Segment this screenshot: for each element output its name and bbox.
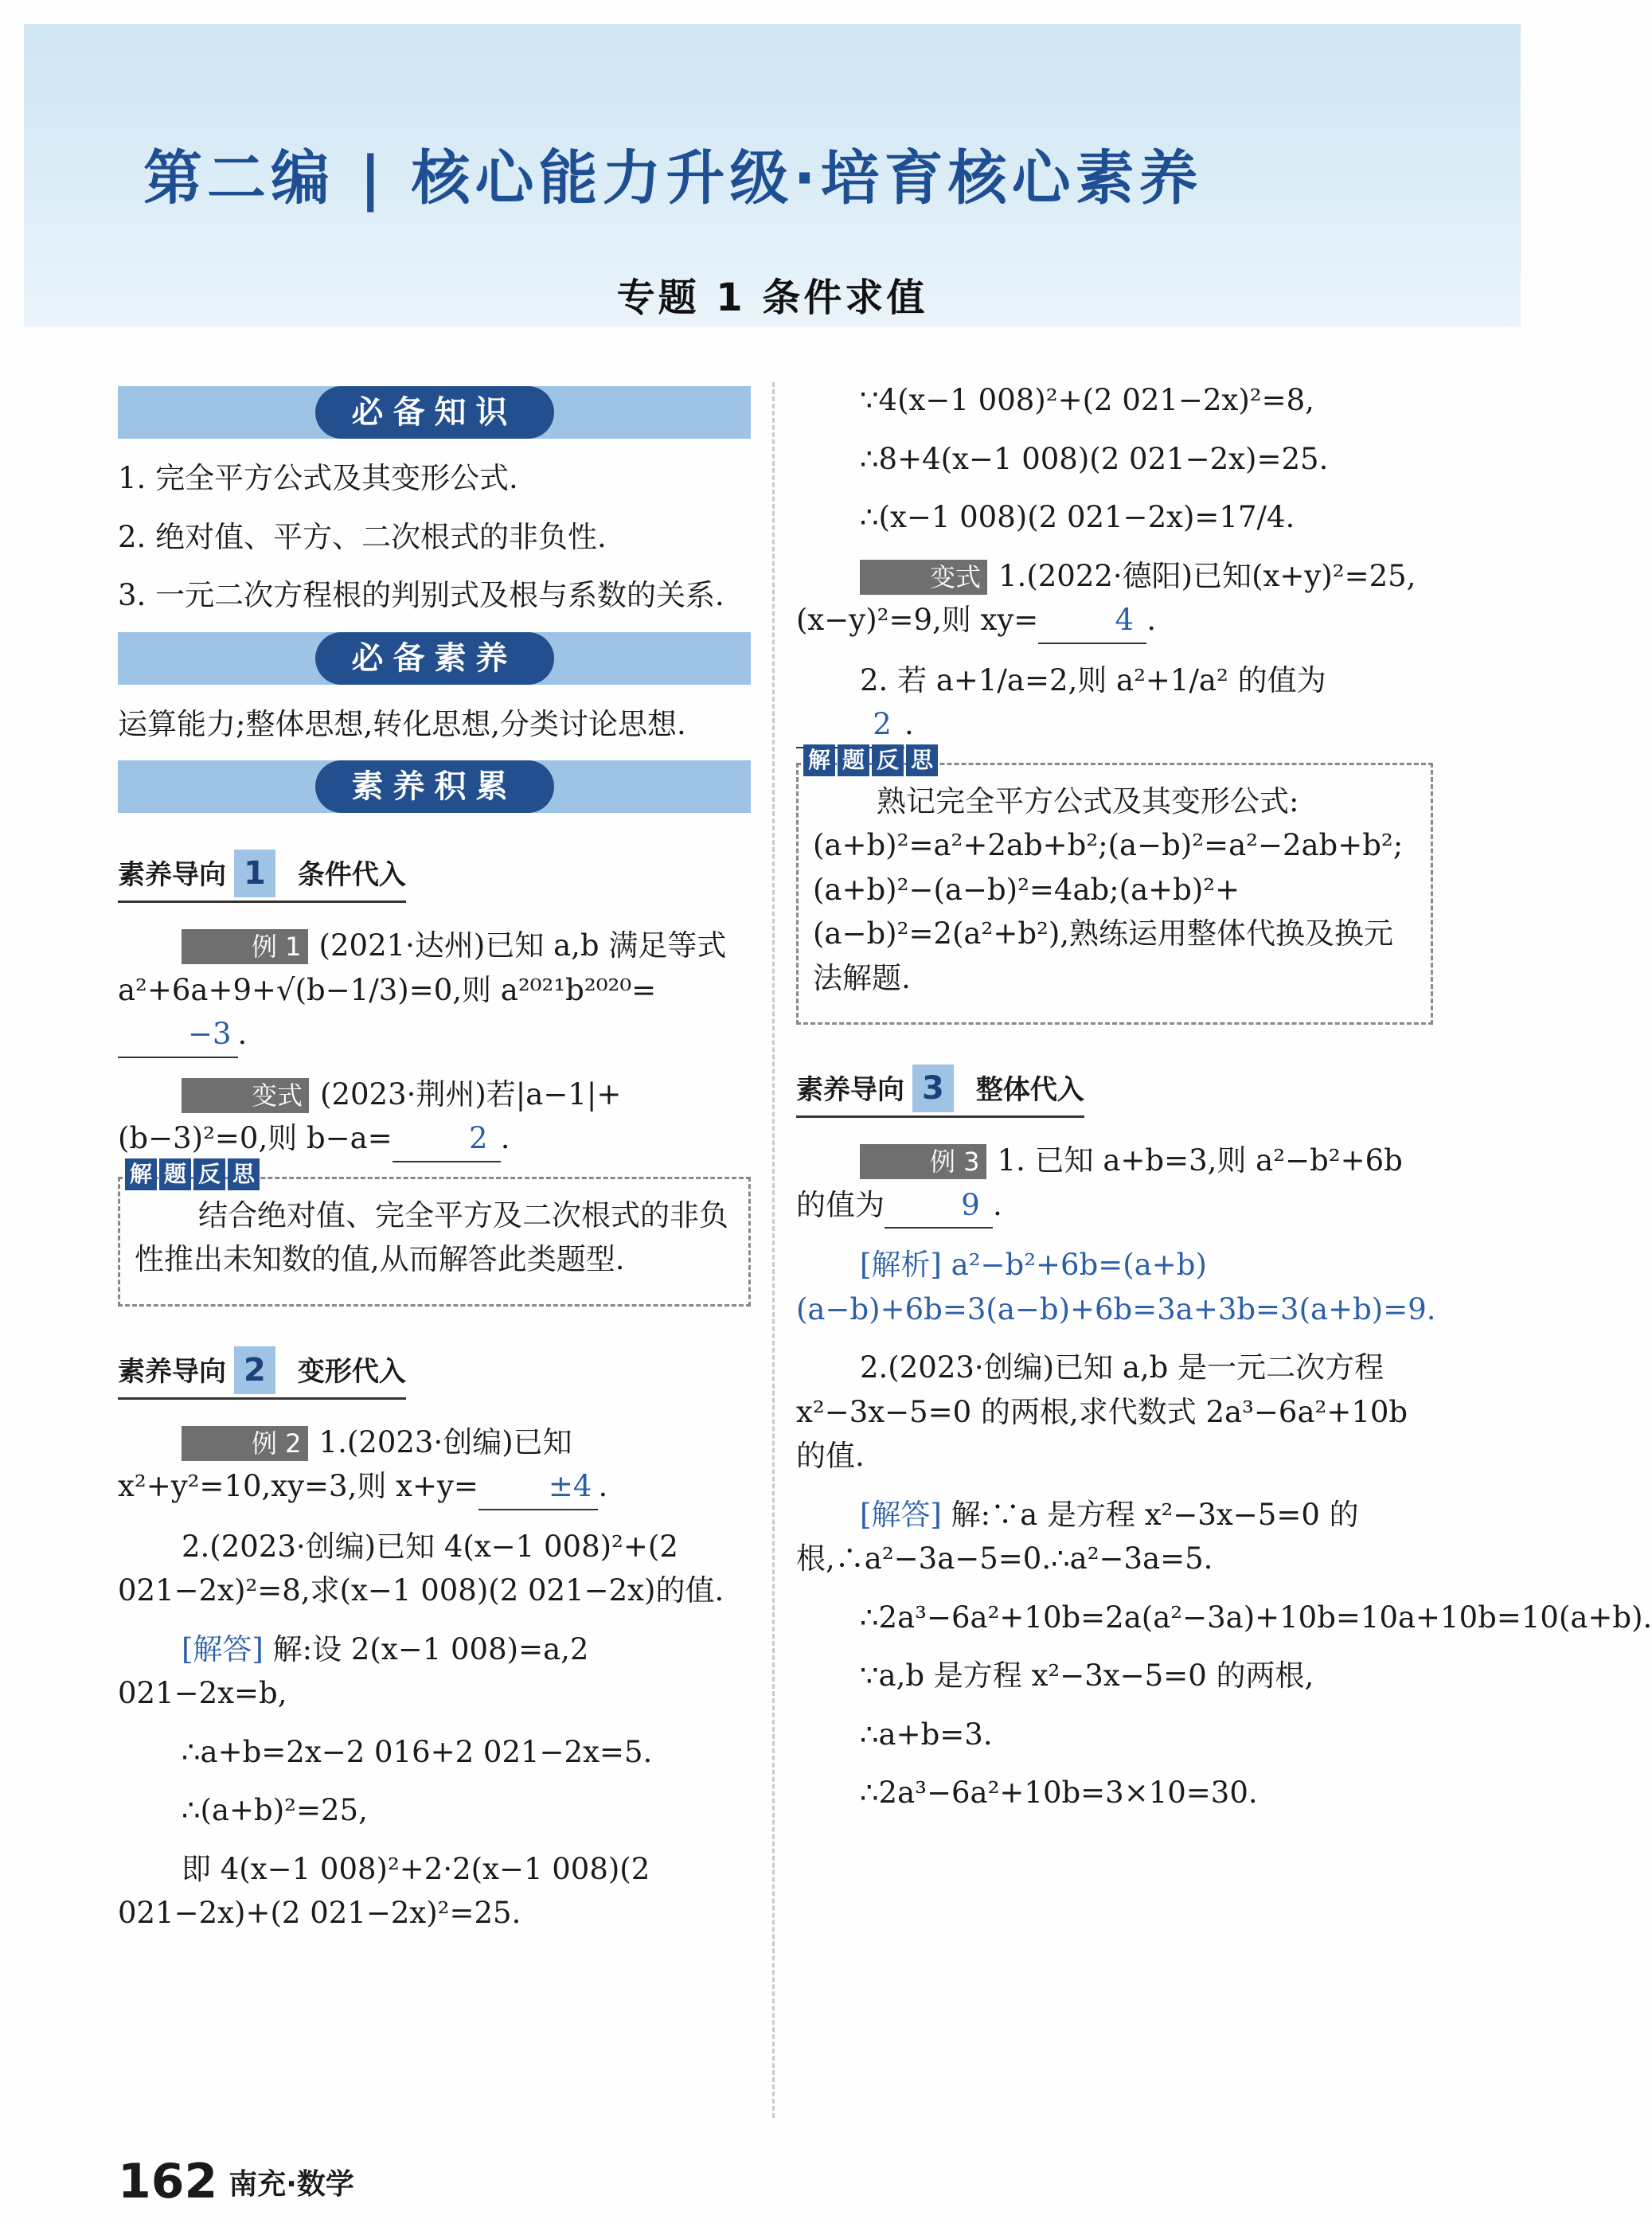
example-3-q1: 例 3 1. 已知 a+b=3,则 a²−b²+6b 的值为 9 . — [796, 1139, 1433, 1229]
solution-line: ∴2a³−6a²+10b=2a(a²−3a)+10b=10a+10b=10(a+b). — [860, 1600, 1652, 1635]
page-header — [24, 24, 1521, 326]
reflection-tag: 解 题 反 思 — [803, 744, 938, 776]
page-footer — [118, 2154, 354, 2209]
reflection-tag: 解 题 反 思 — [125, 1158, 260, 1190]
example-3-solution: [解答] 解:∵a 是方程 x²−3x−5=0 的根,∴a²−3a−5=0.∴a²−3a=5. — [796, 1497, 1359, 1576]
variant-1: 变式 (2023·荆州)若|a−1|+(b−3)²=0,则 b−a= 2 . — [118, 1072, 751, 1162]
answer-blank: −3 — [118, 1012, 238, 1058]
section-banner-accumulation: 素养积累 — [118, 760, 751, 813]
reflection-box: 解 题 反 思 熟记完全平方公式及其变形公式:(a+b)²=a²+2ab+b²;(a−b)²=a²−2ab+b²;(a+b)²−(a−b)²=4ab;(a+b)²+(a−b)²=2(a²+b²),熟练运用整体代换及换元法解题. — [796, 763, 1433, 1026]
example-2-q1: 例 2 1.(2023·创编)已知 x²+y²=10,xy=3,则 x+y= ±4 . — [118, 1420, 751, 1510]
solution-line: ∴2a³−6a²+10b=3×10=30. — [860, 1776, 1258, 1810]
example-3-analysis: [解析] a²−b²+6b=(a+b)(a−b)+6b=3(a−b)+6b=3a+3b=3(a+b)=9. — [796, 1248, 1436, 1326]
solution-line: ∵a,b 是方程 x²−3x−5=0 的两根, — [860, 1658, 1314, 1693]
example-3-q2: 2.(2023·创编)已知 a,b 是一元二次方程 x²−3x−5=0 的两根,求代数式 2a³−6a²+10b 的值. — [796, 1350, 1408, 1473]
literacy-text: 运算能力;整体思想,转化思想,分类讨论思想. — [118, 706, 686, 741]
solution-line: ∴(x−1 008)(2 021−2x)=17/4. — [860, 500, 1295, 534]
solution-line: 即 4(x−1 008)²+2·2(x−1 008)(2 021−2x)+(2 021−2x)²=25. — [118, 1851, 650, 1930]
page-number: 162 — [118, 2154, 218, 2209]
answer-blank: 4 — [1038, 598, 1146, 644]
example-tag: 例 1 — [182, 929, 308, 964]
knowledge-item: 3. 一元二次方程根的判别式及根与系数的关系. — [118, 578, 724, 612]
direction-heading-1: 素养导向 1 条件代入 — [118, 850, 406, 903]
solution-line: ∴(a+b)²=25, — [182, 1793, 368, 1827]
variant-2-q1: 变式 1.(2022·德阳)已知(x+y)²=25,(x−y)²=9,则 xy= 4 . — [796, 554, 1433, 644]
topic-title: 专题 1 条件求值 — [616, 275, 928, 320]
knowledge-item: 2. 绝对值、平方、二次根式的非负性. — [118, 519, 607, 554]
answer-blank: 9 — [885, 1183, 993, 1229]
example-2-q2: 2.(2023·创编)已知 4(x−1 008)²+(2 021−2x)²=8,求(x−1 008)(2 021−2x)的值. — [118, 1529, 724, 1608]
part-title: 第二编 | 核心能力升级·培育核心素养 — [143, 144, 1203, 213]
left-column — [118, 378, 751, 1950]
variant-2-q2: 2. 若 a+1/a=2,则 a²+1/a² 的值为2 . — [796, 658, 1433, 748]
answer-blank: 2 — [392, 1116, 501, 1162]
section-banner-knowledge: 必备知识 — [118, 386, 751, 439]
solution-line: ∴a+b=3. — [860, 1717, 993, 1752]
reflection-box: 解 题 反 思 结合绝对值、完全平方及二次根式的非负性推出未知数的值,从而解答此类题型. — [118, 1177, 751, 1307]
example-tag: 例 3 — [860, 1144, 986, 1179]
direction-heading-2: 素养导向 2 变形代入 — [118, 1346, 406, 1400]
direction-heading-3: 素养导向 3 整体代入 — [796, 1065, 1084, 1118]
solution-line: ∵4(x−1 008)²+(2 021−2x)²=8, — [860, 383, 1314, 417]
answer-blank: 2 — [796, 702, 904, 748]
variant-tag: 变式 — [860, 560, 987, 595]
column-divider — [772, 382, 775, 2118]
variant-tag: 变式 — [182, 1078, 309, 1113]
book-subject: 南充·数学 — [228, 2167, 354, 2201]
section-banner-literacy: 必备素养 — [118, 632, 751, 685]
example-1: 例 1 (2021·达州)已知 a,b 满足等式 a²+6a+9+√(b−1/3)=0,则 a²⁰²¹b²⁰²⁰=−3 . — [118, 924, 751, 1058]
right-column — [796, 378, 1652, 1830]
solution-line: ∴a+b=2x−2 016+2 021−2x=5. — [182, 1734, 653, 1769]
example-tag: 例 2 — [182, 1426, 308, 1461]
example-2-solution: [解答] 解:设 2(x−1 008)=a,2 021−2x=b, — [118, 1631, 589, 1710]
knowledge-item: 1. 完全平方公式及其变形公式. — [118, 461, 518, 495]
solution-line: ∴8+4(x−1 008)(2 021−2x)=25. — [860, 441, 1329, 476]
answer-blank: ±4 — [478, 1464, 599, 1510]
